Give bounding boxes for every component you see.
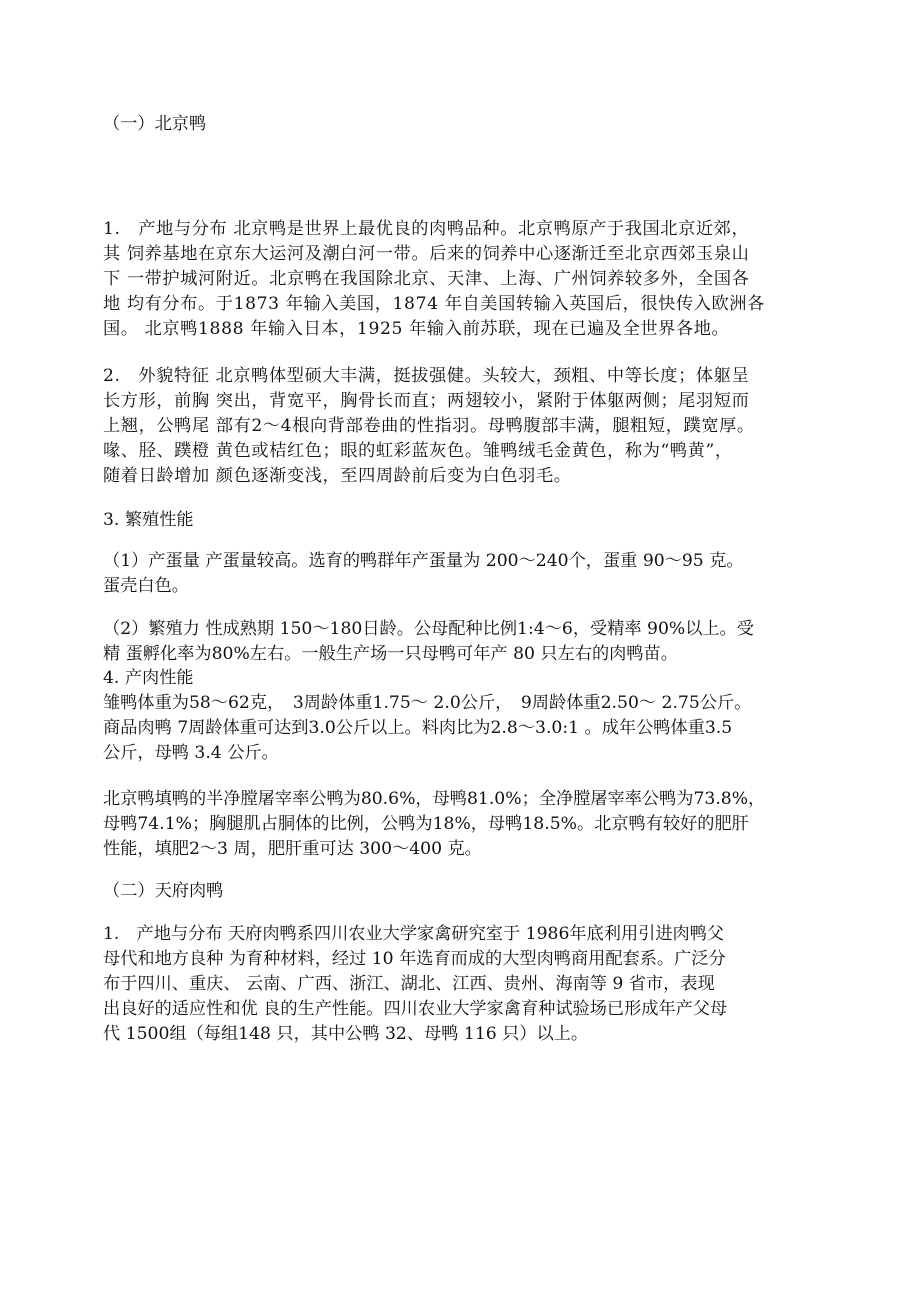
paragraph-origin-line: 地 均有分布。于1873 年输入美国，1874 年自美国转输入英国后，很快传入欧洲各 — [103, 294, 765, 314]
paragraph-origin-line: 下 一带护城河附近。北京鸭在我国除北京、天津、上海、广州饲养较多外，全国各 — [103, 269, 750, 289]
section-title-meat-performance: 4. 产肉性能 — [103, 668, 194, 688]
paragraph-slaughter-line: 母鸭74.1%；胸腿肌占胴体的比例，公鸭为18%，母鸭18.5%。北京鸭有较好的肥肝 — [103, 814, 749, 834]
paragraph-fertility-line: 精 蛋孵化率为80%左右。一般生产场一只母鸭可年产 80 只左右的肉鸭苗。 — [103, 644, 678, 664]
paragraph-tianfu-origin-line: 代 1500组（每组148 只，其中公鸭 32、母鸭 116 只）以上。 — [103, 1024, 589, 1044]
paragraph-appearance-line: 长方形，前胸 突出，背宽平，胸骨长而直；两翅较小，紧附于体躯两侧；尾羽短而 — [103, 391, 750, 411]
paragraph-tianfu-origin-line: 1. 产地与分布 天府肉鸭系四川农业大学家禽研究室于 1986年底利用引进肉鸭父 — [103, 924, 725, 944]
paragraph-appearance-line: 随着日龄增加 颜色逐渐变浅，至四周龄前后变为白色羽毛。 — [103, 466, 572, 486]
paragraph-appearance-line: 2. 外貌特征 北京鸭体型硕大丰满，挺拔强健。头较大，颈粗、中等长度；体躯呈 — [103, 366, 750, 386]
paragraph-origin-line: 1. 产地与分布 北京鸭是世界上最优良的肉鸭品种。北京鸭原产于我国北京近郊， — [103, 219, 750, 239]
paragraph-meat-line: 公斤，母鸭 3.4 公斤。 — [103, 743, 279, 763]
paragraph-meat-line: 雏鸭体重为58～62克， 3周龄体重1.75～ 2.0公斤， 9周龄体重2.50～ 2.75公斤。 — [103, 693, 752, 713]
section-title-reproduction: 3. 繁殖性能 — [103, 510, 194, 530]
paragraph-appearance-line: 上翘，公鸭尾 部有2～4根向背部卷曲的性指羽。母鸭腹部丰满，腿粗短，蹼宽厚。 — [103, 416, 755, 436]
paragraph-tianfu-origin-line: 出良好的适应性和优 良的生产性能。四川农业大学家禽育种试验场已形成年产父母 — [103, 999, 728, 1019]
paragraph-meat-line: 商品肉鸭 7周龄体重可达到3.0公斤以上。料肉比为2.8～3.0:1 。成年公鸭体重3.5 — [103, 718, 733, 738]
paragraph-slaughter-line: 性能，填肥2～3 周，肥肝重可达 300～400 克。 — [103, 839, 482, 859]
section-heading-tianfu-duck: （二）天府肉鸭 — [103, 881, 224, 901]
paragraph-fertility-line: （2）繁殖力 性成熟期 150～180日龄。公母配种比例1:4～6，受精率 90%以上。受 — [103, 619, 754, 639]
paragraph-tianfu-origin-line: 布于四川、重庆、 云南、广西、浙江、湖北、江西、贵州、海南等 9 省市，表现 — [103, 974, 715, 994]
paragraph-appearance-line: 喙、胫、蹼橙 黄色或桔红色；眼的虹彩蓝灰色。雏鸭绒毛金黄色，称为“鸭黄”， — [103, 441, 733, 461]
paragraph-origin-line: 国。 北京鸭1888 年输入日本，1925 年输入前苏联，现在已遍及全世界各地。 — [103, 319, 730, 339]
section-heading-beijing-duck: （一）北京鸭 — [103, 114, 207, 134]
paragraph-origin-line: 其 饲养基地在京东大运河及潮白河一带。后来的饲养中心逐渐迁至北京西郊玉泉山 — [103, 244, 750, 264]
paragraph-egg-production-line: （1）产蛋量 产蛋量较高。选育的鸭群年产蛋量为 200～240个，蛋重 90～95 克。 — [103, 551, 744, 571]
paragraph-slaughter-line: 北京鸭填鸭的半净膛屠宰率公鸭为80.6%，母鸭81.0%；全净膛屠宰率公鸭为73.8%， — [103, 789, 766, 809]
paragraph-tianfu-origin-line: 母代和地方良种 为育种材料，经过 10 年选育而成的大型肉鸭商用配套系。广泛分 — [103, 949, 726, 969]
paragraph-egg-production-line: 蛋壳白色。 — [103, 576, 189, 596]
